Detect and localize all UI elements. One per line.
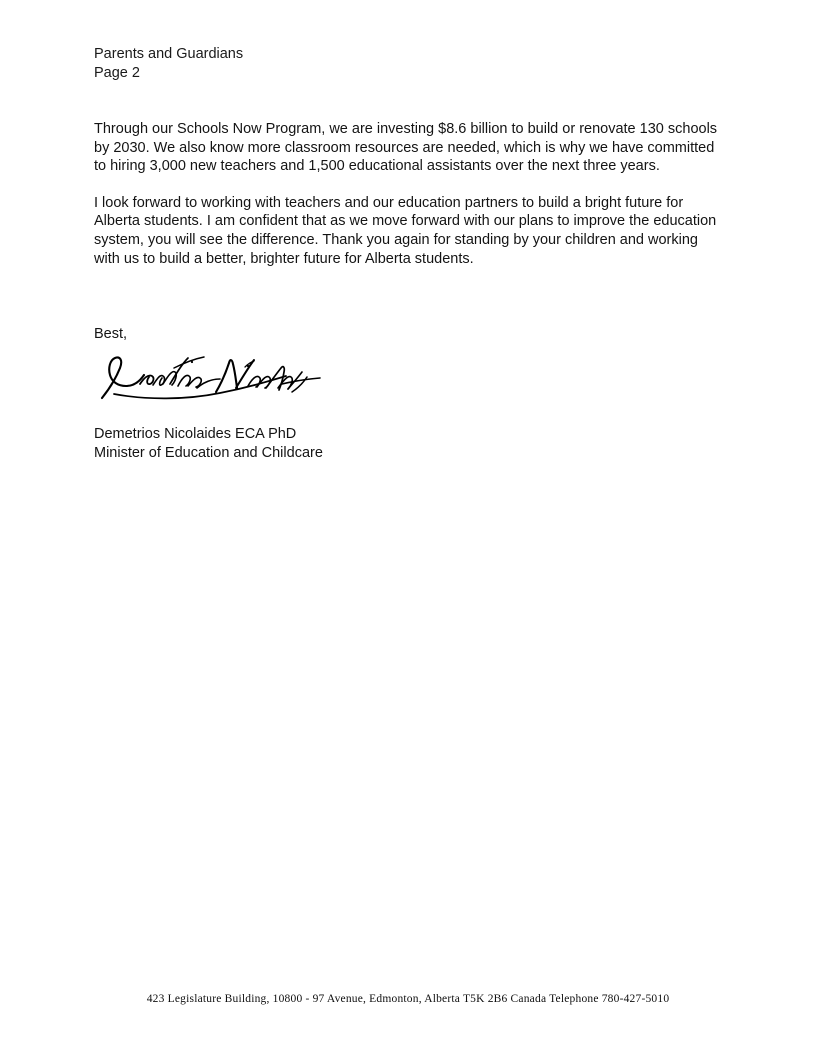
letter-body: [94, 120, 724, 268]
body-paragraph-1: Through our Schools Now Program, we are investing $8.6 billion to build or renovate 130 schools by 2030. We also know more classroom resources are needed, which is why we have committed to hiring 3,000 new teachers and 1,500 educational assistants over the next three years.: [94, 121, 718, 175]
closing-salutation: Best,: [94, 326, 128, 342]
signer-name: Demetrios Nicolaides ECA PhD: [94, 426, 297, 442]
signer-title: Minister of Education and Childcare: [94, 445, 323, 461]
recipient-line: Parents and Guardians: [94, 46, 244, 62]
body-paragraph-2: I look forward to working with teachers and our education partners to build a bright future for Alberta students. I am confident that as we move forward with our plans to improve the education system, you will see the difference. Thank you again for standing by your children and working with us to build a better, brighter future for Alberta students.: [94, 194, 717, 267]
footer-address: 423 Legislature Building, 10800 - 97 Avenue, Edmonton, Alberta T5K 2B6 Canada Telephone 780-427-5010: [146, 993, 670, 1005]
signer-block: [94, 425, 323, 463]
handwritten-signature-icon: [96, 348, 326, 404]
page-number-line: Page 2: [94, 65, 140, 81]
letter-header: [94, 45, 243, 83]
